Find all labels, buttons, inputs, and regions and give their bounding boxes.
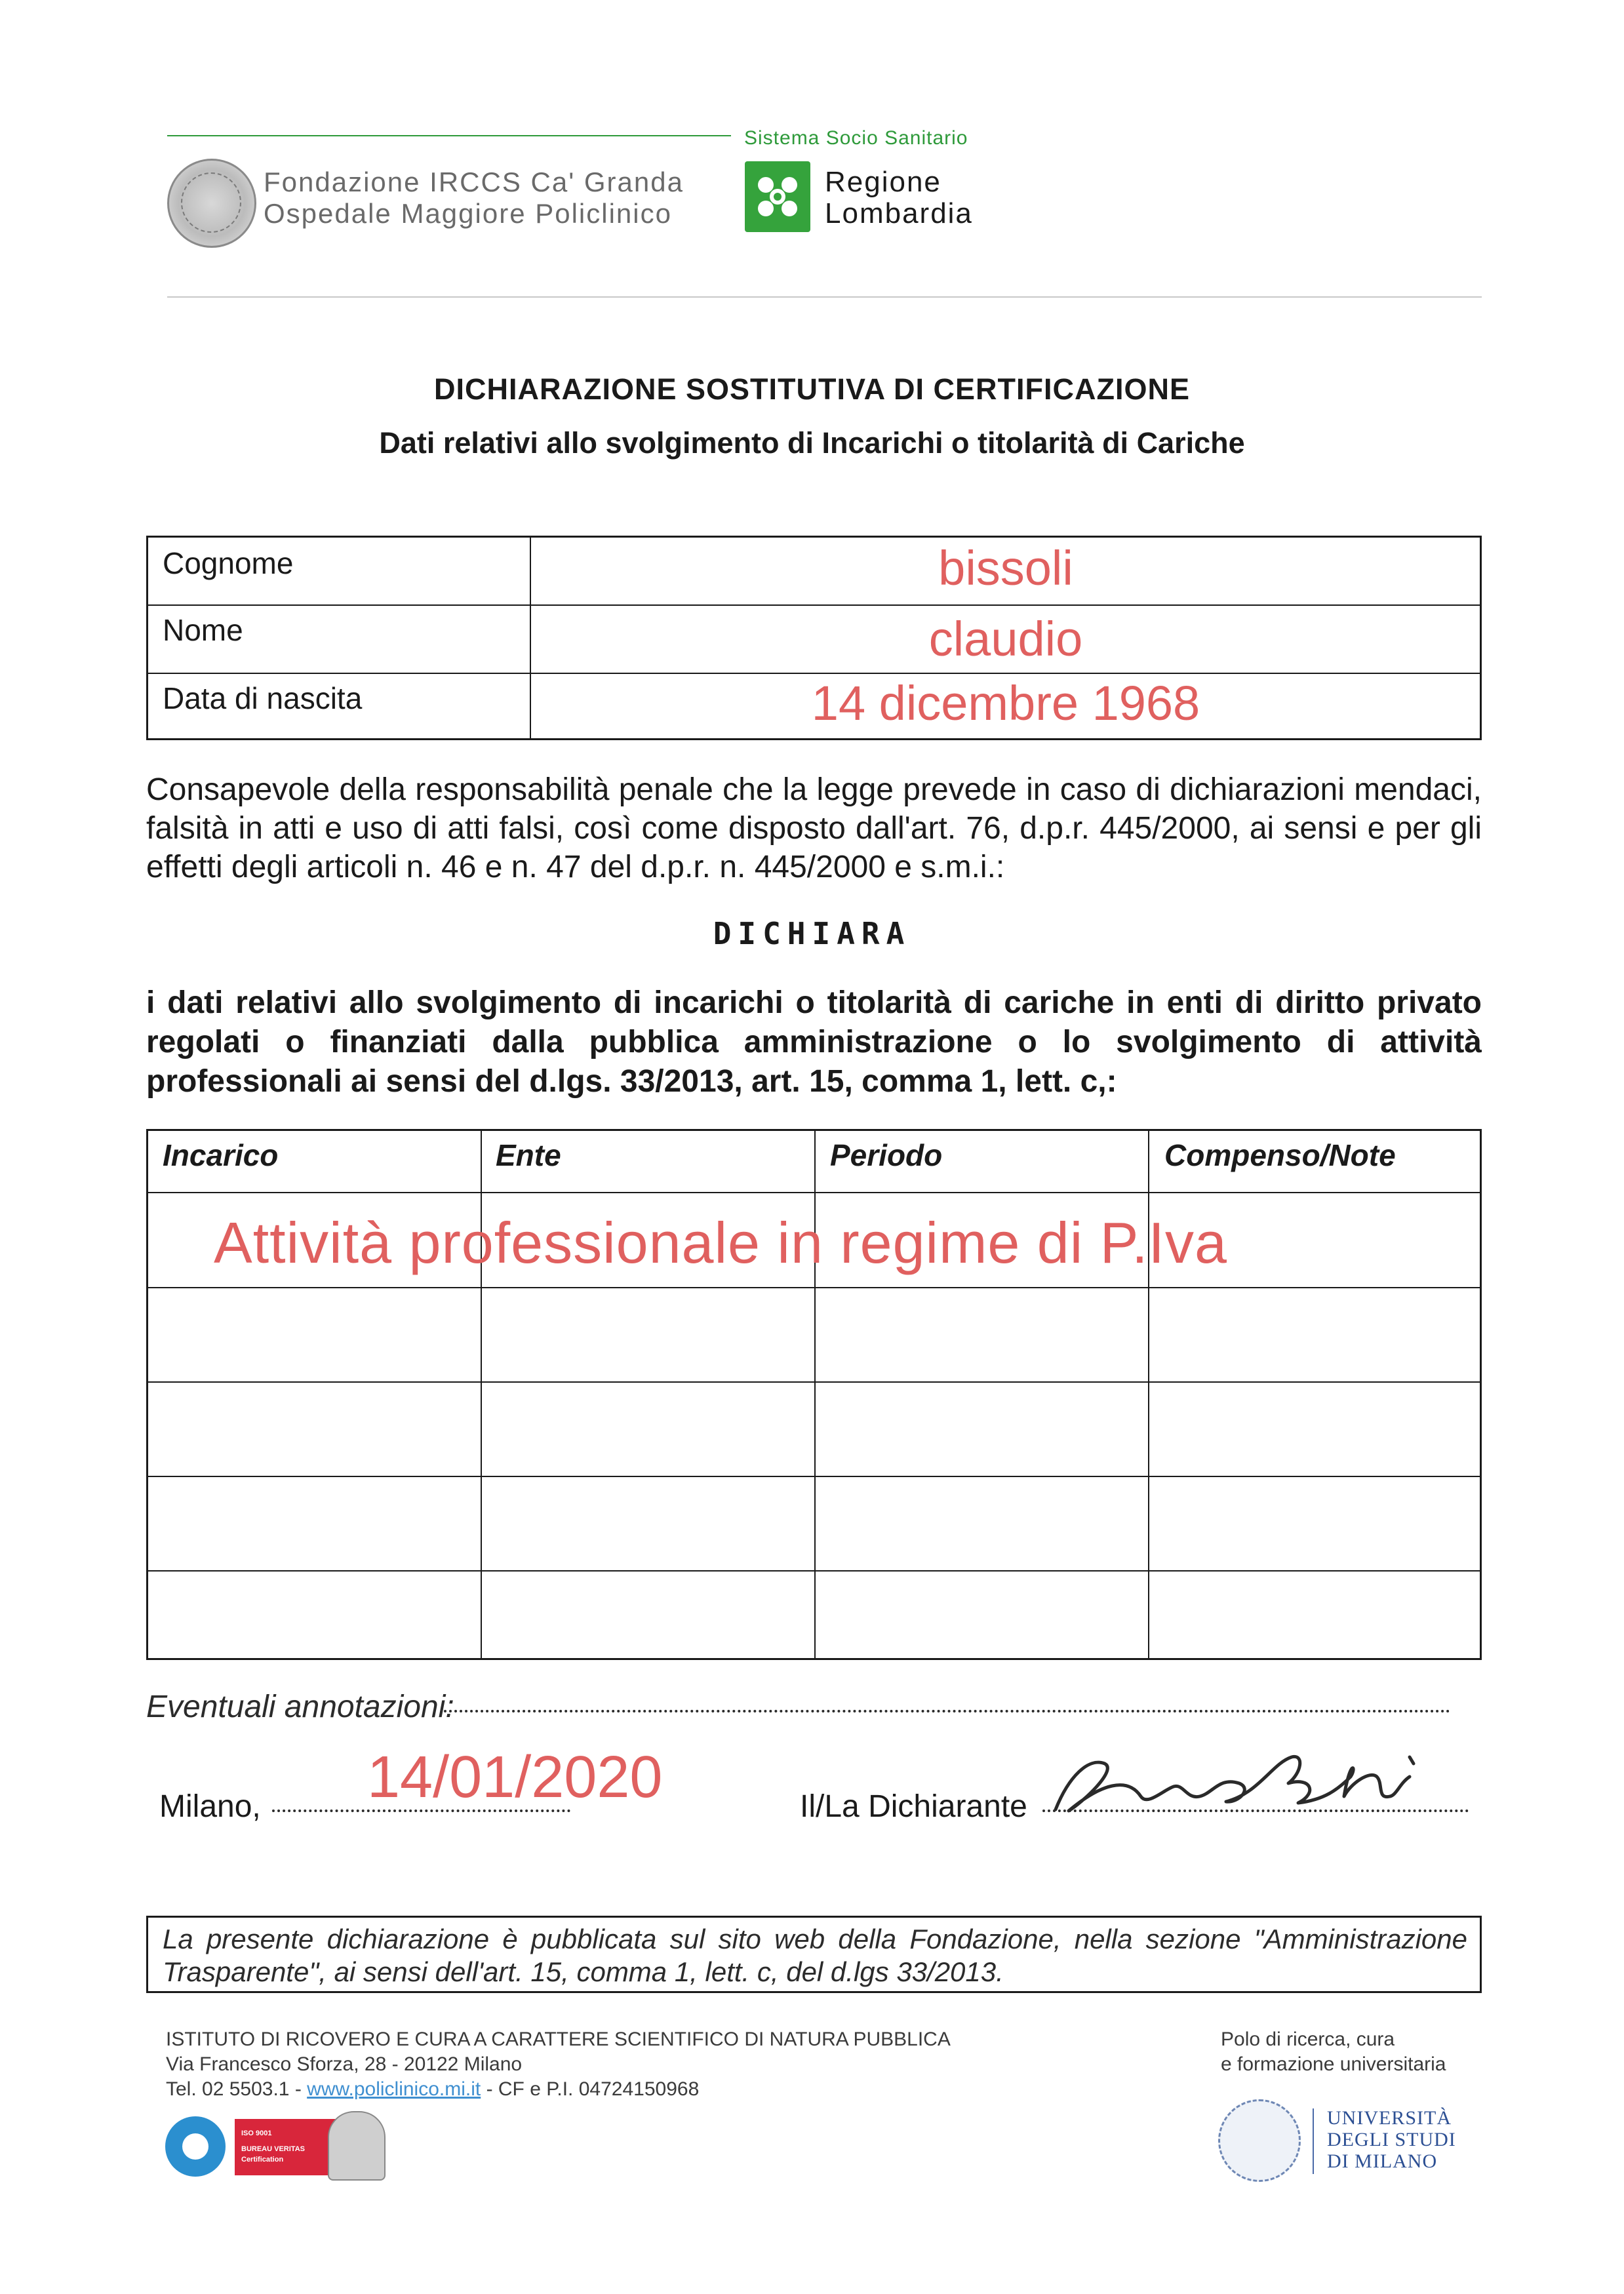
dichiara-paragraph: i dati relativi allo svolgimento di incarichi o titolarità di cariche in enti di diritto privato regolati o finanziati dalla pubblica amministrazione o lo svolgimento di attività professionali ai sensi del d.lgs. 33/2013, art. 15, comma 1, lett. c,: [146,985,1482,1099]
footer-address [166,2027,951,2102]
footer-street: Via Francesco Sforza, 28 - 20122 Milano [166,2053,523,2075]
system-label: Sistema Socio Sanitario [744,127,968,149]
table-row [148,606,1480,674]
header-rule [167,296,1482,298]
footer-contacts [166,2077,951,2102]
header-incarico: Incarico [163,1138,279,1172]
table-row [148,538,1480,606]
lombardia-rose-icon [745,161,810,232]
bv-cert-label: Certification [241,2156,284,2164]
birthdate-label: Data di nascita [163,681,363,715]
header-rule-green [167,135,731,136]
place-label: Milano, [159,1789,261,1824]
table-row [148,674,1480,740]
personal-data-table [146,536,1482,740]
certification-seal-logo [328,2111,386,2181]
declaration-paragraph: Consapevole della responsabilità penale che la legge prevede in caso di dichiarazioni mendaci, falsità in atti e uso di atti falsi, così come disposto dall'art. 76, d.p.r. 445/2000, ai sensi e per gli effetti degli articoli n. 46 e n. 47 del d.p.r. n. 445/2000 e s.m.i.: [146,772,1482,884]
dichiara-heading: DICHIARA [713,916,911,951]
header-compenso-note: Compenso/Note [1164,1138,1396,1172]
header-ente: Ente [496,1138,561,1172]
research-pole-line2: e formazione universitaria [1221,2053,1446,2075]
footer-website-link[interactable]: www.policlinico.mi.it [307,2078,481,2100]
birthdate-value[interactable]: 14 dicembre 1968 [811,676,1200,730]
date-value[interactable]: 14/01/2020 [367,1745,663,1810]
surname-label: Cognome [163,546,294,580]
university-name-line1: UNIVERSITÀ [1327,2107,1452,2129]
university-seal-logo [1218,2099,1301,2182]
university-name-line2: DEGLI STUDI [1327,2129,1456,2150]
region-name-line1: Regione [825,166,941,198]
region-name-line2: Lombardia [825,197,973,229]
foundation-seal-logo [167,159,256,248]
footer-institute: ISTITUTO DI RICOVERO E CURA A CARATTERE SCIENTIFICO DI NATURA PUBBLICA [166,2028,951,2050]
footer-tax-id: - CF e P.I. 04724150968 [481,2078,700,2100]
declarant-label: Il/La Dichiarante [800,1789,1027,1824]
footer-phone: Tel. 02 5503.1 - [166,2078,307,2100]
name-value[interactable]: claudio [928,612,1083,666]
university-name [1327,2107,1456,2172]
foundation-name [264,167,684,229]
region-name [825,167,973,229]
document-subtitle: Dati relativi allo svolgimento di Incarichi o titolarità di Cariche [379,426,1245,460]
annotations-field[interactable] [444,1710,1450,1712]
handwritten-signature [1042,1737,1449,1826]
annotations-label: Eventuali annotazioni: [146,1690,454,1724]
accredia-logo [165,2116,226,2177]
publication-notice-text: La presente dichiarazione è pubblicata sul sito web della Fondazione, nella sezione "Amministrazione Trasparente", ai sensi dell'art. 15, comma 1, lett. c, del d.lgs 33/2013. [163,1924,1467,1987]
publication-notice [146,1916,1482,1993]
bv-iso-label: ISO 9001 [241,2129,272,2137]
incarico-entry[interactable]: Attività professionale in regime di P.Iva [214,1210,1227,1275]
research-pole-text [1221,2027,1446,2077]
foundation-name-line2: Ospedale Maggiore Policlinico [264,198,672,229]
column-divider [530,538,531,738]
bv-name-label: BUREAU VERITAS [241,2145,305,2153]
research-pole-line1: Polo di ricerca, cura [1221,2028,1395,2050]
name-label: Nome [163,613,243,647]
header-periodo: Periodo [830,1138,943,1172]
foundation-name-line1: Fondazione IRCCS Ca' Granda [264,167,684,197]
document-title: DICHIARAZIONE SOSTITUTIVA DI CERTIFICAZIONE [434,372,1190,406]
university-divider [1313,2108,1314,2174]
university-name-line3: DI MILANO [1327,2150,1438,2172]
surname-value[interactable]: bissoli [938,541,1073,595]
incarichi-table [146,1129,1482,1660]
